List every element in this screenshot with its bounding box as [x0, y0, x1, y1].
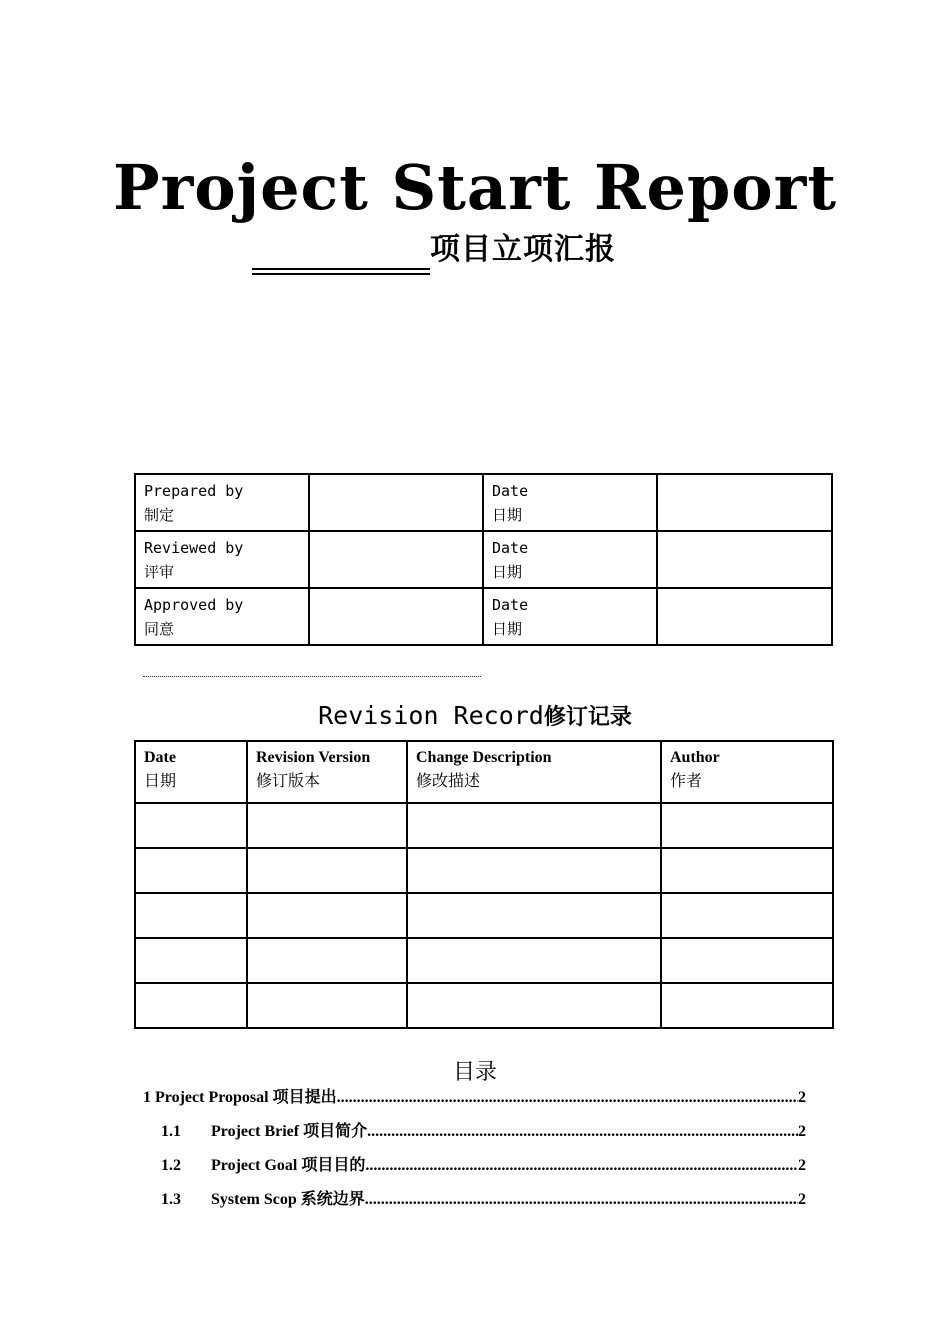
revision-date-cell[interactable]: [135, 848, 247, 893]
signoff-role-en: Reviewed by: [144, 539, 244, 557]
column-header-zh: 作者: [670, 773, 703, 790]
signoff-role-cell: [135, 474, 309, 531]
subtitle-blank-line: [252, 268, 430, 275]
toc-entry-page: 2: [798, 1191, 806, 1208]
revision-description-cell[interactable]: [407, 848, 661, 893]
signoff-name-field[interactable]: [309, 474, 483, 531]
revision-version-cell[interactable]: [247, 938, 407, 983]
dotted-separator: [143, 676, 481, 677]
revision-heading-zh: 修订记录: [543, 705, 632, 730]
revision-author-cell[interactable]: [661, 848, 833, 893]
toc-entry-label: Project Proposal 项目提出: [155, 1089, 337, 1106]
column-header-date: [135, 741, 247, 803]
signoff-role-en: Prepared by: [144, 482, 244, 500]
signoff-date-zh: 日期: [492, 620, 523, 638]
table-row: [135, 803, 833, 848]
toc-entry-label: System Scop 系统边界: [211, 1191, 365, 1208]
toc-entry[interactable]: [161, 1189, 806, 1211]
signoff-role-zh: 同意: [144, 620, 175, 638]
revision-date-cell[interactable]: [135, 938, 247, 983]
column-header-zh: 修订版本: [256, 773, 321, 790]
signoff-row-approved: [135, 588, 832, 645]
signoff-date-en: Date: [492, 539, 529, 557]
signoff-role-cell: [135, 531, 309, 588]
signoff-row-reviewed: [135, 531, 832, 588]
signoff-name-field[interactable]: [309, 588, 483, 645]
signoff-table: [134, 473, 833, 646]
column-header-version: [247, 741, 407, 803]
revision-version-cell[interactable]: [247, 803, 407, 848]
document-title: Project Start Report: [113, 151, 837, 224]
signoff-date-label-cell: [483, 531, 657, 588]
signoff-role-en: Approved by: [144, 596, 244, 614]
signoff-date-en: Date: [492, 596, 529, 614]
revision-author-cell[interactable]: [661, 803, 833, 848]
column-header-en: Date: [144, 749, 176, 766]
toc-entry-page: 2: [798, 1089, 806, 1106]
revision-date-cell[interactable]: [135, 893, 247, 938]
signoff-date-label-cell: [483, 474, 657, 531]
signoff-date-en: Date: [492, 482, 529, 500]
toc-leader-dots: [365, 1155, 798, 1177]
column-header-en: Change Description: [416, 749, 552, 766]
column-header-description: [407, 741, 661, 803]
revision-description-cell[interactable]: [407, 938, 661, 983]
toc-entry-label: Project Brief 项目简介: [211, 1123, 368, 1140]
revision-author-cell[interactable]: [661, 893, 833, 938]
signoff-date-zh: 日期: [492, 563, 523, 581]
toc-entry-label: Project Goal 项目目的: [211, 1157, 366, 1174]
revision-description-cell[interactable]: [407, 983, 661, 1028]
signoff-date-field[interactable]: [657, 531, 832, 588]
signoff-date-label-cell: [483, 588, 657, 645]
revision-table: [134, 740, 834, 1029]
revision-version-cell[interactable]: [247, 848, 407, 893]
revision-description-cell[interactable]: [407, 803, 661, 848]
signoff-date-field[interactable]: [657, 474, 832, 531]
column-header-zh: 修改描述: [416, 773, 481, 790]
table-row: [135, 893, 833, 938]
toc-entry-number: 1.1: [161, 1123, 181, 1140]
column-header-author: [661, 741, 833, 803]
signoff-role-zh: 评审: [144, 563, 175, 581]
document-subtitle: 项目立项汇报: [430, 232, 616, 267]
revision-author-cell[interactable]: [661, 938, 833, 983]
revision-version-cell[interactable]: [247, 893, 407, 938]
toc-entry[interactable]: [161, 1121, 806, 1143]
signoff-role-cell: [135, 588, 309, 645]
toc-entry-page: 2: [798, 1157, 806, 1174]
toc-leader-dots: [337, 1087, 798, 1109]
toc-leader-dots: [365, 1189, 798, 1211]
column-header-zh: 日期: [144, 773, 177, 790]
signoff-row-prepared: [135, 474, 832, 531]
revision-heading-en: Revision Record: [318, 701, 544, 730]
toc-leader-dots: [367, 1121, 798, 1143]
signoff-date-zh: 日期: [492, 506, 523, 524]
toc-entry-number: 1: [143, 1089, 151, 1106]
revision-date-cell[interactable]: [135, 803, 247, 848]
signoff-name-field[interactable]: [309, 531, 483, 588]
revision-description-cell[interactable]: [407, 893, 661, 938]
table-row: [135, 983, 833, 1028]
revision-version-cell[interactable]: [247, 983, 407, 1028]
toc-entry-number: 1.3: [161, 1191, 181, 1208]
signoff-role-zh: 制定: [144, 506, 175, 524]
toc-heading: 目录: [452, 1060, 497, 1085]
revision-header-row: [135, 741, 833, 803]
toc-entry[interactable]: [161, 1155, 806, 1177]
signoff-date-field[interactable]: [657, 588, 832, 645]
table-row: [135, 848, 833, 893]
revision-date-cell[interactable]: [135, 983, 247, 1028]
column-header-en: Revision Version: [256, 749, 371, 766]
toc-entry-number: 1.2: [161, 1157, 181, 1174]
toc-entry-page: 2: [798, 1123, 806, 1140]
revision-author-cell[interactable]: [661, 983, 833, 1028]
toc-entry[interactable]: [143, 1087, 806, 1109]
table-row: [135, 938, 833, 983]
revision-record-heading: [0, 700, 950, 734]
column-header-en: Author: [670, 749, 720, 766]
